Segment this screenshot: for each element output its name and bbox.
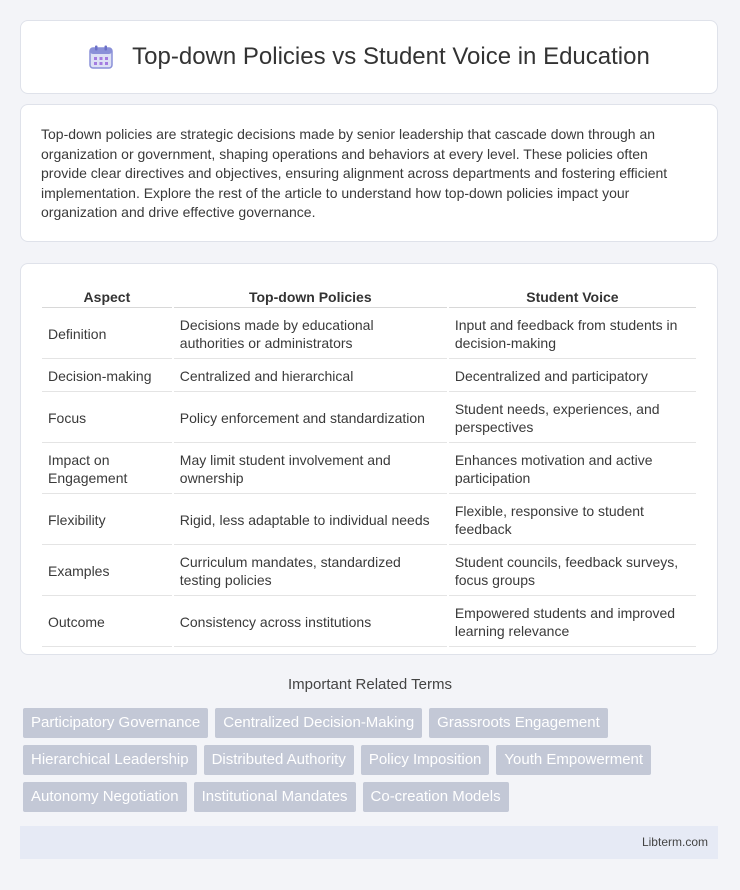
table-row [42, 445, 696, 494]
tag-row [23, 708, 723, 738]
table-cell: Decentralized and participatory [449, 361, 696, 392]
tag-youth-empowerment[interactable]: Youth Empowerment [496, 745, 651, 775]
comparison-table [40, 283, 698, 649]
header-aspect: Aspect [42, 285, 172, 308]
tag-policy-imposition[interactable]: Policy Imposition [361, 745, 490, 775]
tag-distributed-authority[interactable]: Distributed Authority [204, 745, 354, 775]
tag-institutional-mandates[interactable]: Institutional Mandates [194, 782, 356, 812]
table-cell: Examples [42, 547, 172, 596]
header-card [20, 20, 718, 94]
table-cell: May limit student involvement and ownership [174, 445, 447, 494]
table-row [42, 310, 696, 359]
related-terms-list [23, 708, 723, 819]
table-row [42, 547, 696, 596]
tag-autonomy-negotiation[interactable]: Autonomy Negotiation [23, 782, 187, 812]
table-cell: Decision-making [42, 361, 172, 392]
tag-row [23, 745, 723, 775]
footer-site-link[interactable]: Libterm.com [641, 835, 708, 849]
table-row [42, 496, 696, 545]
related-terms-title: Important Related Terms [288, 676, 452, 693]
table-cell: Focus [42, 394, 172, 443]
table-cell: Student councils, feedback surveys, focus groups [449, 547, 696, 596]
tag-grassroots-engagement[interactable]: Grassroots Engagement [429, 708, 608, 738]
table-row [42, 361, 696, 392]
table-cell: Impact on Engagement [42, 445, 172, 494]
table-header-row [42, 285, 696, 308]
table-cell: Outcome [42, 598, 172, 647]
table-cell: Decisions made by educational authorities or administrators [174, 310, 447, 359]
table-cell: Flexibility [42, 496, 172, 545]
table-cell: Definition [42, 310, 172, 359]
tag-hierarchical-leadership[interactable]: Hierarchical Leadership [23, 745, 197, 775]
table-row [42, 598, 696, 647]
footer [20, 826, 718, 859]
table-cell: Student needs, experiences, and perspectives [449, 394, 696, 443]
table-cell: Consistency across institutions [174, 598, 447, 647]
tag-centralized-decision-making[interactable]: Centralized Decision-Making [215, 708, 422, 738]
table-cell: Curriculum mandates, standardized testing policies [174, 547, 447, 596]
header-top-down: Top-down Policies [174, 285, 447, 308]
tag-participatory-governance[interactable]: Participatory Governance [23, 708, 208, 738]
table-cell: Flexible, responsive to student feedback [449, 496, 696, 545]
table-cell: Enhances motivation and active participation [449, 445, 696, 494]
table-cell: Policy enforcement and standardization [174, 394, 447, 443]
tag-co-creation-models[interactable]: Co-creation Models [363, 782, 509, 812]
table-row [42, 394, 696, 443]
page-title: Top-down Policies vs Student Voice in Education [132, 43, 650, 70]
intro-text: Top-down policies are strategic decisions made by senior leadership that cascade down through an organization or government, shaping operations and behaviors at every level. These policies often provide clear directives and objectives, ensuring alignment across departments and fostering efficient implementation. Explore the rest of the article to understand how top-down policies impact your organization and drive effective governance. [41, 126, 668, 220]
table-cell: Centralized and hierarchical [174, 361, 447, 392]
table-cell: Empowered students and improved learning relevance [449, 598, 696, 647]
header-student-voice: Student Voice [449, 285, 696, 308]
intro-card [20, 104, 718, 242]
table-cell: Rigid, less adaptable to individual needs [174, 496, 447, 545]
tag-row [23, 782, 723, 812]
table-cell: Input and feedback from students in decision-making [449, 310, 696, 359]
calendar-icon [88, 44, 114, 70]
comparison-card [20, 263, 718, 655]
